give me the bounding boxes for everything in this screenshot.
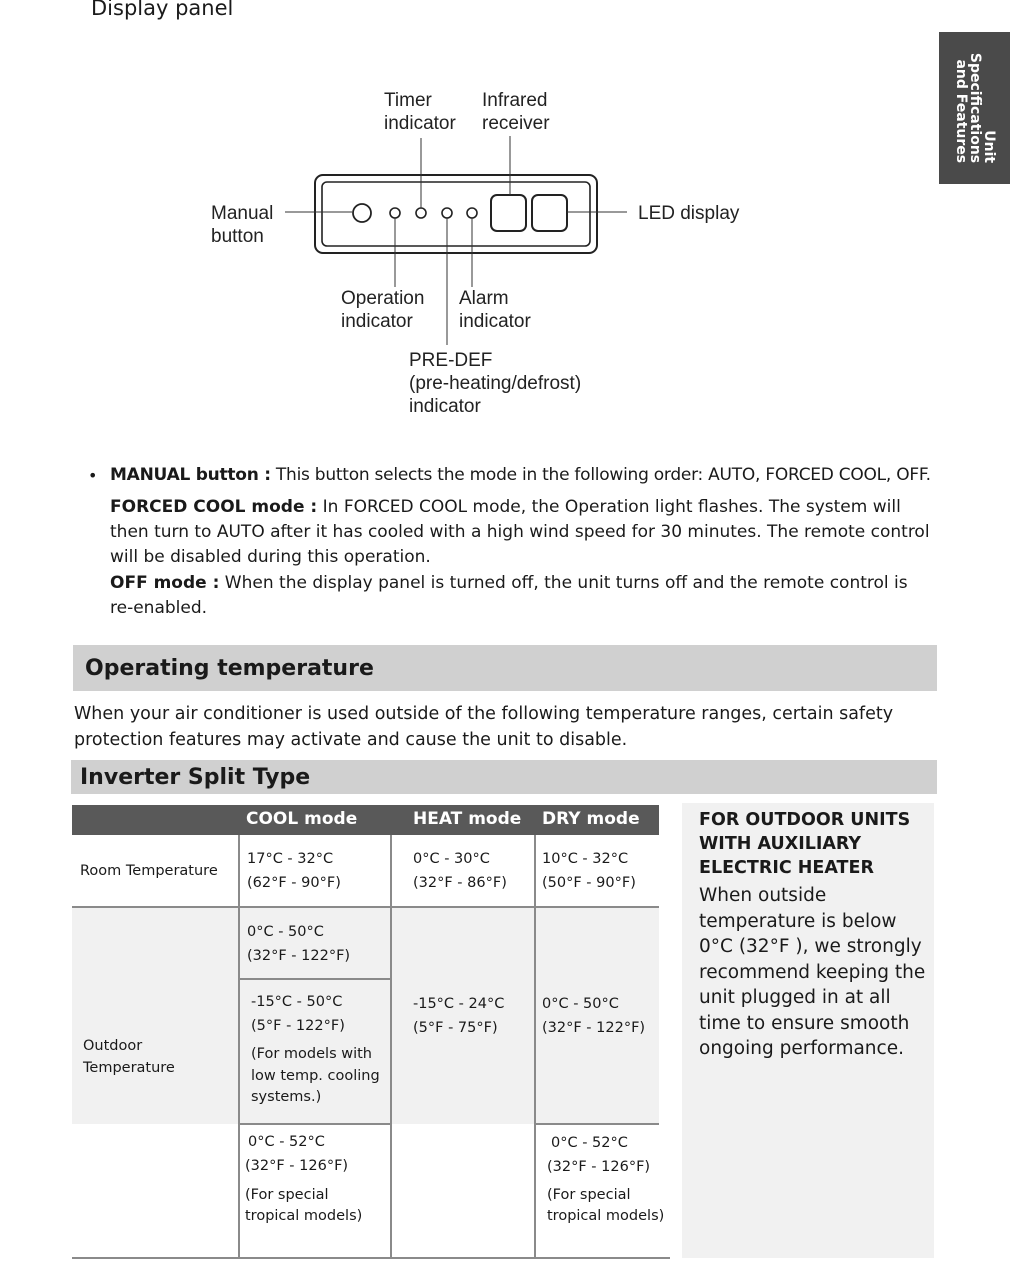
outdoor-heat-c: -15°C - 24°C [413, 996, 505, 1012]
operation-label-2: indicator [341, 311, 413, 332]
row-divider-dry-2 [534, 1123, 659, 1125]
outdoor-cool3-note-2: tropical models) [245, 1208, 363, 1224]
timer-label-1: Timer [384, 90, 432, 111]
col-divider-1 [238, 835, 240, 1258]
aux-heater-body: When outside temperature is below 0°C (32°F ), we strongly recommend keeping the unit plugged in at all time to ensure smooth ongoing performance. [699, 885, 926, 1059]
forced-cool-term: FORCED COOL mode : [110, 497, 318, 517]
col-divider-3 [534, 835, 536, 1258]
off-mode-term: OFF mode : [110, 573, 220, 593]
outdoor-dry3-note-1: (For special [547, 1187, 631, 1203]
manual-label-2: button [211, 226, 264, 247]
outdoor-label-cell [72, 908, 238, 1124]
outdoor-dry3-f: (32°F - 126°F) [547, 1159, 651, 1175]
outdoor-cool1-c: 0°C - 50°C [247, 924, 324, 940]
room-dry-c: 10°C - 32°C [542, 851, 629, 867]
manual-button-term: MANUAL button : [110, 465, 271, 485]
room-heat-c: 0°C - 30°C [413, 851, 490, 867]
outdoor-cool3-note-1: (For special [245, 1187, 329, 1203]
row-divider-1 [72, 906, 659, 908]
side-tab-line-1: Unit [980, 130, 997, 164]
outdoor-heat-cell [392, 908, 534, 1124]
side-tab-line-3: and Features [952, 59, 969, 164]
room-cool-f: (62°F - 90°F) [247, 875, 341, 891]
outdoor-cool2-f: (5°F - 122°F) [251, 1018, 345, 1034]
manual-button-desc: This button selects the mode in the following order: AUTO, FORCED COOL, OFF. [270, 465, 931, 485]
predef-label-3: indicator [409, 396, 481, 417]
inverter-heading: Inverter Split Type [80, 765, 311, 790]
outdoor-cool2-note-1: (For models with [251, 1046, 372, 1062]
row-divider-cool-2 [240, 1123, 390, 1125]
alarm-label-1: Alarm [459, 288, 509, 309]
outdoor-cool3-c: 0°C - 52°C [248, 1134, 325, 1150]
predef-label-1: PRE-DEF [409, 350, 493, 371]
room-heat-f: (32°F - 86°F) [413, 875, 507, 891]
col-divider-2 [390, 835, 392, 1258]
header-cool-mode: COOL mode [246, 809, 358, 829]
room-dry-f: (50°F - 90°F) [542, 875, 636, 891]
infrared-label-2: receiver [482, 113, 550, 134]
section-title: Display panel [91, 0, 234, 20]
manual-label-1: Manual [211, 203, 274, 224]
outdoor-cool2-c: -15°C - 50°C [251, 994, 343, 1010]
outdoor-cool2-note-3: systems.) [251, 1089, 322, 1105]
outdoor-dry3-c: 0°C - 52°C [551, 1135, 628, 1151]
alarm-label-2: indicator [459, 311, 531, 332]
led-label: LED display [638, 203, 740, 224]
infrared-label-1: Infrared [482, 90, 548, 111]
side-tab-line-2: Specifications [966, 52, 983, 164]
outdoor-cool3-f: (32°F - 126°F) [245, 1158, 349, 1174]
row-divider-cool [240, 978, 390, 980]
timer-label-2: indicator [384, 113, 456, 134]
room-cool-c: 17°C - 32°C [247, 851, 334, 867]
outdoor-dry-f: (32°F - 122°F) [542, 1020, 646, 1036]
bullet-dot: • [88, 466, 98, 485]
outdoor-dry-cell [536, 908, 659, 1124]
header-heat-mode: HEAT mode [413, 809, 522, 829]
forced-cool-desc: In FORCED COOL mode, the Operation light flashes. The system will then turn to AUTO after it has cooled with a high wind speed for 30 minutes. The remote control will be disabled during this operation. [110, 497, 930, 567]
operating-intro: When your air conditioner is used outside of the following temperature ranges, certain safety protection features may activate and cause the unit to disable. [74, 704, 894, 750]
header-dry-mode: DRY mode [542, 809, 640, 829]
room-temperature-label: Room Temperature [80, 863, 218, 879]
operation-label-1: Operation [341, 288, 425, 309]
outdoor-cool2-note-2: low temp. cooling [251, 1068, 380, 1084]
outdoor-label-2: Temperature [83, 1060, 175, 1076]
outdoor-heat-f: (5°F - 75°F) [413, 1020, 498, 1036]
outdoor-label-1: Outdoor [83, 1038, 143, 1054]
outdoor-dry-c: 0°C - 50°C [542, 996, 619, 1012]
predef-label-2: (pre-heating/defrost) [409, 373, 582, 394]
aux-heater-note [682, 803, 934, 1258]
table-bottom-rule [72, 1257, 670, 1259]
off-mode-desc: When the display panel is turned off, the unit turns off and the remote control is re-enabled. [110, 573, 908, 618]
aux-heater-title: FOR OUTDOOR UNITS WITH AUXILIARY ELECTRIC HEATER [699, 810, 911, 878]
outdoor-dry3-note-2: tropical models) [547, 1208, 665, 1224]
operating-temperature-heading: Operating temperature [85, 656, 374, 681]
outdoor-cool1-f: (32°F - 122°F) [247, 948, 351, 964]
